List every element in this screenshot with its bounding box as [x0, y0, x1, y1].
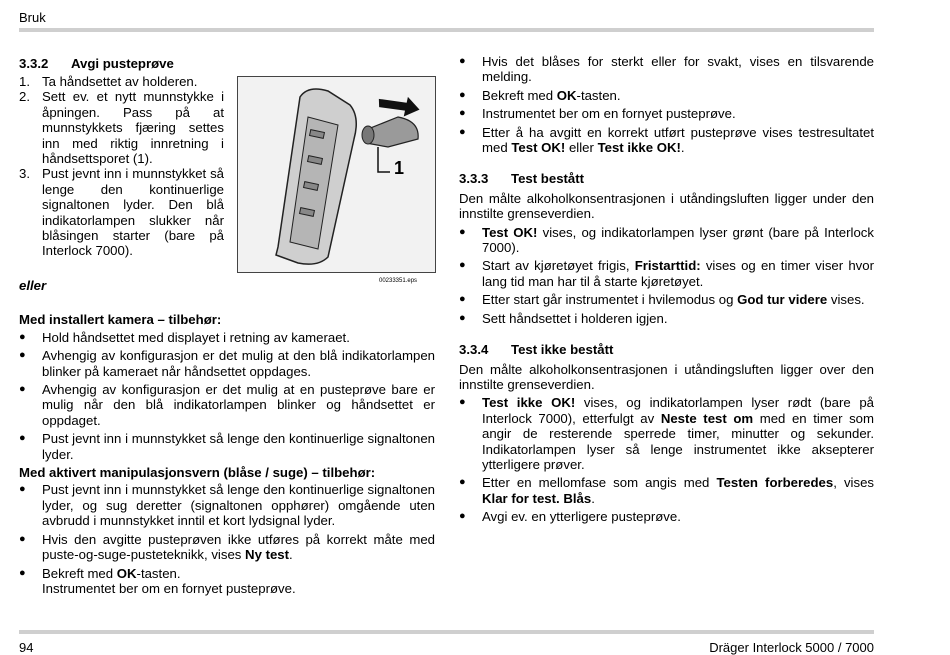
list-item: ● Start av kjøretøyet frigis, Fristarttid: vises og en timer viser hvor lang tid man har til å starte kjøretøyet.	[459, 258, 874, 289]
camera-heading: Med installert kamera – tilbehør:	[19, 312, 222, 328]
list-item: ● Avhengig av konfigurasjon er det mulig at en pusteprøve bare er mulig når den blå indikatorlampen blinker og håndsettet er oppdaget.	[19, 382, 435, 428]
list-item: ● Instrumentet ber om en fornyet pusteprøve.	[459, 106, 874, 121]
list-item: ● Test ikke OK! vises, og indikatorlampen lyser rødt (bare på Interlock 7000), etterfulgt av Neste test om med en timer som angir de resterende sperrede timer, minutter og sekunder. Indikatorlampen lyser så lenge instrumentet ikke aksepterer ytterligere prøver.	[459, 395, 874, 472]
section-number: 3.3.3	[459, 171, 489, 187]
camera-list	[19, 330, 435, 462]
paragraph: Den målte alkoholkonsentrasjonen i utåndingsluften ligger over den innstilte grenseverdien.	[459, 361, 874, 392]
list-item: ● Hvis det blåses for sterkt eller for svakt, vises en tilsvarende melding.	[459, 54, 874, 85]
section-number: 3.3.2	[19, 56, 49, 71]
step-item: 2. Sett ev. et nytt munnstykke i åpningen. Pass på at munnstykkets fjæring settes inn med riktig innretning i håndsettsporet (1).	[19, 89, 224, 167]
manip-heading: Med aktivert manipulasjonsvern (blåse / suge) – tilbehør:	[19, 465, 376, 481]
list-item: ● Pust jevnt inn i munnstykket så lenge den kontinuerlige signaltonen lyder, og sug deretter (signaltonen opphører) omgående uten avbrudd i munnstykket inntil et kort lydsignal lyder.	[19, 482, 435, 528]
list-item: ● Etter en mellomfase som angis med Testen forberedes, vises Klar for test. Blås.	[459, 475, 874, 506]
handset-figure	[237, 76, 436, 273]
section-heading-333	[459, 171, 874, 186]
step-item: 3. Pust jevnt inn i munnstykket så lenge den kontinuerlige signaltonen lyder. Den blå indikatorlampen slukker når blåsingen starter (bare på Interlock 7000).	[19, 166, 224, 259]
step-list	[19, 74, 224, 259]
eller-label: eller	[19, 278, 47, 293]
list-item: ● Hold håndsettet med displayet i retning av kameraet.	[19, 330, 435, 345]
list-item: ● Pust jevnt inn i munnstykket så lenge den kontinuerlige signaltonen lyder.	[19, 431, 435, 462]
list-item: ● Bekreft med OK-tasten.	[459, 88, 874, 103]
section-heading-332	[19, 56, 435, 71]
passed-list	[459, 225, 874, 326]
list-item: ● Avhengig av konfigurasjon er det mulig at den blå indikatorlampen blinker på kameraet når håndsettet oppdages.	[19, 348, 435, 379]
list-item: ● Sett håndsettet i holderen igjen.	[459, 311, 874, 326]
left-column	[19, 56, 435, 626]
section-title: Test bestått	[511, 171, 585, 187]
handset-illustration	[238, 77, 435, 272]
list-item: ● Etter å ha avgitt en korrekt utført pusteprøve vises testresultatet med Test OK! eller Test ikke OK!.	[459, 125, 874, 156]
result-list	[459, 54, 874, 155]
list-item: ● Test OK! vises, og indikatorlampen lyser grønt (bare på Interlock 7000).	[459, 225, 874, 256]
section-title: Avgi pusteprøve	[71, 56, 174, 71]
section-title: Test ikke bestått	[511, 342, 614, 358]
list-item: ● Avgi ev. en ytterligere pusteprøve.	[459, 509, 874, 524]
paragraph: Den målte alkoholkonsentrasjonen i utåndingsluften ligger under den innstilte grenseverdien.	[459, 190, 874, 222]
list-item: ● Etter start går instrumentet i hvilemodus og God tur videre vises.	[459, 292, 874, 307]
manip-list	[19, 482, 435, 596]
list-item: ● Hvis den avgitte pusteprøven ikke utføres på korrekt måte med puste-og-suge-pusteteknikk, vises Ny test.	[19, 532, 435, 563]
page-number: 94	[19, 640, 34, 655]
section-number: 3.3.4	[459, 342, 489, 358]
product-name: Dräger Interlock 5000 / 7000	[709, 640, 874, 655]
figure-caption: 00233351.eps	[379, 278, 418, 284]
list-item: ● Bekreft med OK-tasten. Instrumentet ber om en fornyet pusteprøve.	[19, 566, 435, 597]
figure-callout: 1	[394, 158, 405, 178]
running-header: Bruk	[19, 10, 46, 25]
header-rule	[19, 28, 874, 32]
footer-rule	[19, 630, 874, 634]
failed-list	[459, 395, 874, 524]
right-column	[459, 54, 874, 528]
step-item: 1. Ta håndsettet av holderen.	[19, 74, 198, 89]
section-heading-334	[459, 342, 874, 357]
